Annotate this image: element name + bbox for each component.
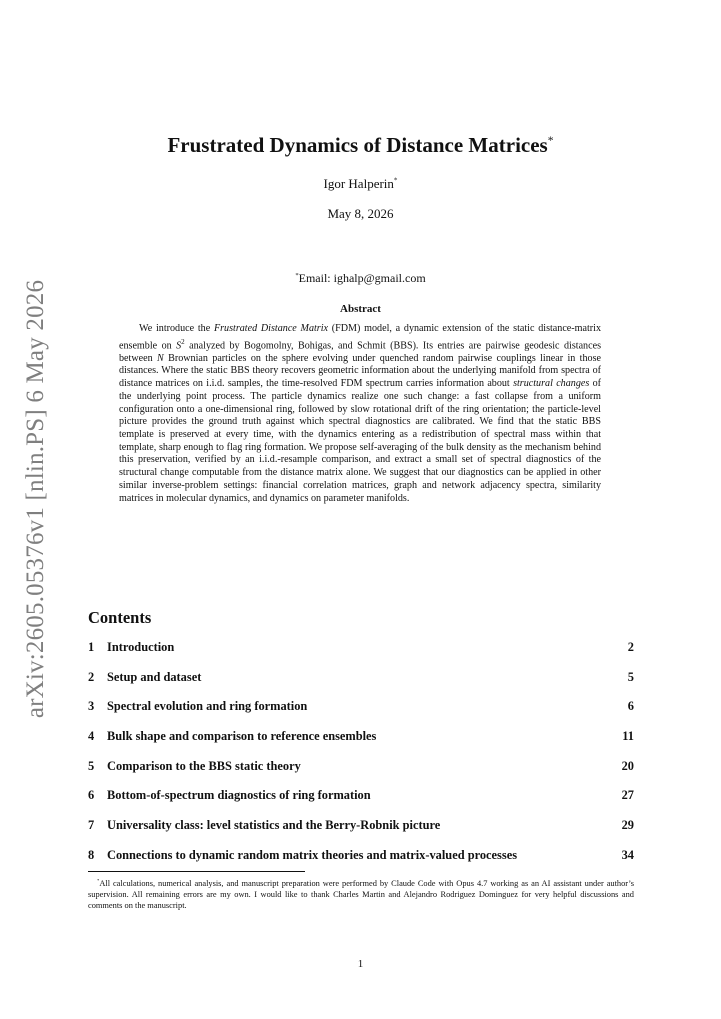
- email-footnote-mark: *: [295, 272, 299, 279]
- toc-number: 4: [88, 729, 95, 744]
- toc-label: Universality class: level statistics and the Berry-Robnik picture: [107, 818, 441, 833]
- toc-number: 2: [88, 669, 95, 684]
- toc-number: 7: [88, 818, 95, 833]
- toc-label: Spectral evolution and ring formation: [107, 699, 308, 714]
- toc-number: 3: [88, 699, 95, 714]
- abstract-text-2: (FDM) model, a dynamic extension of the static distance-matrix ensemble on: [119, 323, 601, 352]
- toc-number: 8: [88, 847, 95, 862]
- toc-page-number: 6: [627, 699, 634, 714]
- abstract-sphere-symbol: S: [176, 340, 182, 352]
- toc-number: 1: [88, 640, 95, 654]
- author-name: Igor Halperin: [323, 176, 394, 191]
- toc-page-number: 29: [621, 818, 634, 833]
- paper-title-text: Frustrated Dynamics of Distance Matrices: [167, 133, 548, 157]
- arxiv-sidebar-identifier: [12, 279, 60, 719]
- toc-page-number: 20: [621, 758, 634, 773]
- page-number: 1: [357, 958, 364, 970]
- author-footnote-mark: *: [393, 176, 398, 185]
- toc-label: Bulk shape and comparison to reference ensembles: [107, 729, 377, 744]
- paper-date: May 8, 2026: [327, 206, 394, 221]
- toc-entry-connections[interactable]: [88, 848, 634, 878]
- toc-page-number: 5: [627, 669, 634, 684]
- abstract-n-variable: N: [157, 352, 164, 364]
- contents-heading: Contents: [88, 608, 152, 627]
- toc-entry-bottom-of-spectrum[interactable]: [88, 788, 634, 818]
- toc-page-number: 2: [627, 640, 634, 654]
- abstract-text-4: Brownian particles on the sphere evolving under quenched random pairwise couplings linear in those distances. Where the static BBS theory recovers geometric information about the underlying manifold from spectra of distance matrices on i.i.d. samples, the time-resolved FDM spectrum carries information about: [119, 352, 601, 390]
- toc-entry-universality[interactable]: [88, 818, 634, 848]
- abstract-text-1: We introduce the: [139, 323, 214, 334]
- author-line: [0, 176, 721, 192]
- table-of-contents: [88, 640, 634, 878]
- paper-title: [0, 133, 721, 158]
- toc-entry-setup[interactable]: [88, 670, 634, 700]
- abstract-sphere-exponent: 2: [181, 337, 185, 346]
- toc-label: Introduction: [107, 640, 175, 654]
- abstract-body: [119, 323, 601, 505]
- toc-entry-introduction[interactable]: [88, 640, 634, 670]
- footnote-divider: [88, 871, 305, 872]
- author-email: [0, 271, 721, 286]
- toc-number: 6: [88, 788, 95, 803]
- toc-label: Bottom-of-spectrum diagnostics of ring formation: [107, 788, 371, 803]
- toc-page-number: 11: [622, 729, 634, 744]
- toc-number: 5: [88, 758, 95, 773]
- toc-entry-bulk-shape[interactable]: [88, 729, 634, 759]
- abstract-text-5: of the underlying point process. The particle dynamics realize one such change: a fast collapse from a uniform configuration onto a one-dimensional ring, followed by slow rotational drift of the ring orientation; the particle-level picture provides the ground truth against which spectral diagnostics are calibrated. We find that the static BBS template is preserved at every time, with the dynamics entering as a redistribution of spectral mass within that template, sharp enough to flag ring formation. We propose self-averaging of the bulk density as the mechanism behind this preservation, verified by an i.i.d.-resample comparison, and extract a small set of spectral diagnostics of the structural change computable from the distance matrix alone. We suggest that our diagnostics can be applied in other similar inverse-problem settings: financial correlation matrices, graph and network adjacency spectra, similarity matrices in molecular dynamics, and dynamics on parameter manifolds.: [119, 378, 602, 504]
- abstract-heading: Abstract: [340, 303, 381, 315]
- toc-label: Connections to dynamic random matrix theories and matrix-valued processes: [107, 847, 518, 862]
- abstract-model-name: Frustrated Distance Matrix: [213, 323, 329, 334]
- toc-label: Comparison to the BBS static theory: [107, 758, 301, 773]
- title-footnote-mark: *: [547, 135, 554, 147]
- arxiv-identifier-text: arXiv:2605.05376v1 [nlin.PS] 6 May 2026: [22, 279, 49, 719]
- toc-page-number: 27: [621, 788, 634, 803]
- toc-entry-bbs-comparison[interactable]: [88, 759, 634, 789]
- email-text: Email: ighalp@gmail.com: [298, 271, 426, 285]
- footnote-text: All calculations, numerical analysis, and manuscript preparation were performed by Claude Code with Opus 4.7 working as an AI assistant under author’s supervision. All remaining errors are my own. I would like to thank Charles Martin and Alejandro Rodriguez Dominguez for very helpful discussions and comments on the manuscript.: [88, 878, 634, 911]
- footnote-mark: *: [97, 878, 100, 883]
- toc-label: Setup and dataset: [107, 669, 202, 684]
- toc-page-number: 34: [621, 847, 634, 862]
- footnote: [88, 875, 634, 911]
- abstract-text-3: analyzed by Bogomolny, Bohigas, and Schmit (BBS). Its entries are pairwise geodesic distances between: [119, 340, 601, 364]
- toc-entry-spectral-evolution[interactable]: [88, 699, 634, 729]
- abstract-structural-changes: structural changes: [513, 378, 590, 390]
